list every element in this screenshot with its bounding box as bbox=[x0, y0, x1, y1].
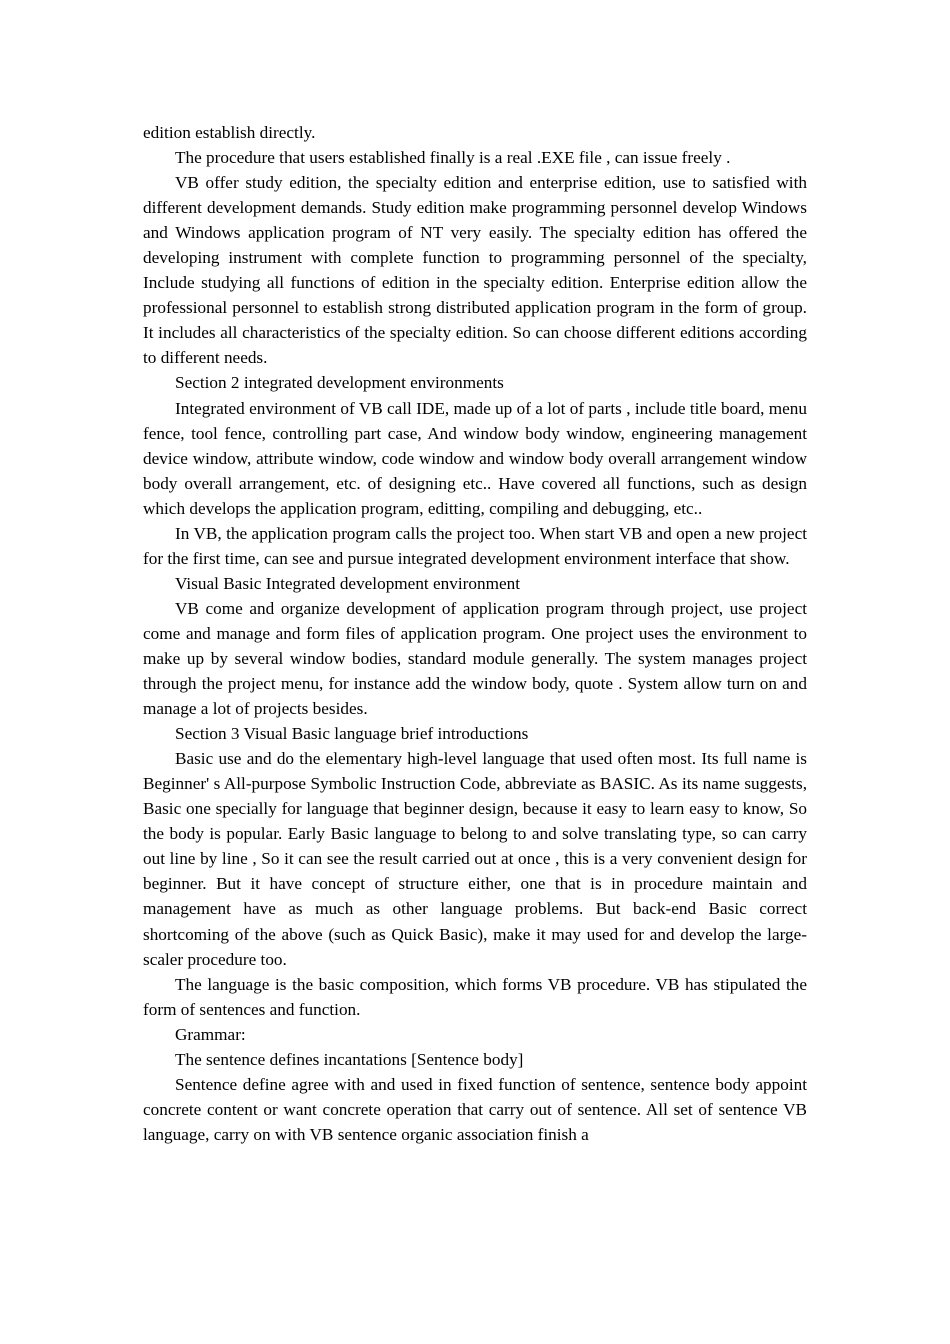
paragraph: VB offer study edition, the specialty edition and enterprise edition, use to satisfied with different development demands. Study edition make programming personnel develop Windows and Windows application program of NT very easily. The specialty edition has offered the developing instrument with complete function to programming personnel of the specialty, Include studying all functions of edition in the specialty edition. Enterprise edition allow the professional personnel to establish strong distributed application program in the form of group. It includes all characteristics of the specialty edition. So can choose different editions according to different needs. bbox=[143, 173, 807, 368]
paragraph: Sentence define agree with and used in fixed function of sentence, sentence body appoint concrete content or want concrete operation that carry out of sentence. All set of sentence VB language, carry on with VB sentence organic association finish a bbox=[143, 1074, 807, 1144]
section-heading-3: Section 3 Visual Basic language brief introductions bbox=[175, 724, 529, 744]
page-body-text bbox=[143, 120, 807, 1147]
paragraph: Basic use and do the elementary high-level language that used often most. Its full name is Beginner' s All-purpose Symbolic Instruction Code, abbreviate as BASIC. As its name suggests, Basic one specially for language that beginner design, because it easy to learn easy to know, So the body is popular. Early Basic language to belong to and solve translating type, so can carry out line by line , So it can see the result carried out at once , this is a very convenient design for beginner. But it have concept of structure either, one that is in procedure maintain and management have as much as other language problems. But back-end Basic correct shortcoming of the above (such as Quick Basic), make it may used for and develop the large-scaler procedure too. bbox=[143, 749, 807, 969]
paragraph: The procedure that users established finally is a real .EXE file , can issue freely . bbox=[175, 148, 731, 168]
grammar-label: Grammar: bbox=[175, 1024, 246, 1044]
paragraph: VB come and organize development of application program through project, use project come and manage and form files of application program. One project uses the environment to make up by several window bodies, standard module generally. The system manages project through the project menu, for instance add the window body, quote . System allow turn on and manage a lot of projects besides. bbox=[143, 598, 807, 719]
paragraph: Integrated environment of VB call IDE, made up of a lot of parts , include title board, menu fence, tool fence, controlling part case, And window body window, engineering management device window, attribute window, code window and window body overall arrangement window body overall arrangement, etc. of designing etc.. Have covered all functions, such as design which develops the application program, editting, compiling and debugging, etc.. bbox=[143, 398, 807, 518]
sentence-definition-line: The sentence defines incantations [Sentence body] bbox=[175, 1049, 524, 1069]
paragraph: The language is the basic composition, which forms VB procedure. VB has stipulated the form of sentences and function. bbox=[143, 974, 807, 1019]
paragraph-continuation: edition establish directly. bbox=[143, 123, 316, 142]
subheading-visual-basic-ide: Visual Basic Integrated development environment bbox=[175, 573, 520, 593]
paragraph: In VB, the application program calls the project too. When start VB and open a new project for the first time, can see and pursue integrated development environment interface that show. bbox=[143, 523, 807, 568]
section-heading-2: Section 2 integrated development environments bbox=[175, 373, 504, 393]
